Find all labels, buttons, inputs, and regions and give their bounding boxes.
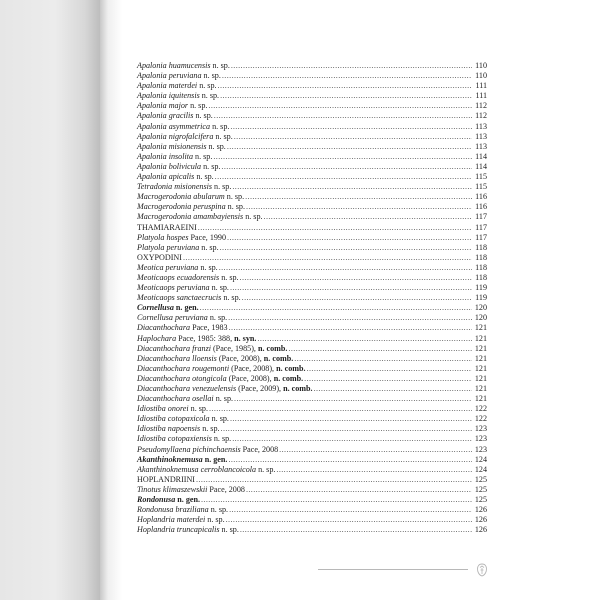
toc-entry-text: n. comb. [263, 353, 294, 363]
dot-leader [246, 485, 472, 495]
dot-leader [228, 455, 472, 465]
toc-entry-text: n. comb. [257, 343, 288, 353]
toc-entry-title [137, 162, 220, 172]
dot-leader [307, 364, 472, 374]
toc-entry-text: n. sp. [197, 81, 217, 91]
toc-entry-text: n. gen. [202, 454, 228, 464]
toc-entry-title [137, 142, 226, 152]
dot-leader [288, 344, 472, 354]
toc-entry-title [137, 323, 228, 333]
dot-leader [230, 414, 472, 424]
dot-leader [279, 445, 472, 455]
toc-entry-text: Akanthinoknemusa [137, 454, 203, 464]
toc-page-number: 114 [475, 161, 487, 171]
toc-entry [137, 414, 487, 424]
toc-entry [137, 485, 487, 495]
toc-entry [137, 212, 487, 222]
toc-entry-text: (Pace, 2008), [229, 363, 277, 373]
toc-entry [137, 263, 487, 273]
toc-entry-text: Pace, 2008 [207, 484, 245, 494]
toc-entry-text: n. sp. [213, 394, 234, 404]
dot-leader [183, 253, 472, 263]
toc-entry-text: Platyola peruviana [137, 242, 200, 252]
toc-entry-text: Hoplandria materdei [137, 515, 206, 525]
toc-entry [137, 111, 487, 121]
toc-entry-title [137, 111, 213, 121]
dot-leader [294, 354, 472, 364]
toc-entry-title [137, 334, 256, 344]
toc-entry-text: Apalonia huamucensis [137, 61, 211, 70]
toc-entry [137, 364, 487, 374]
toc-page-number: 115 [475, 182, 487, 192]
dot-leader [264, 212, 472, 222]
toc-entry-text: n. comb. [283, 384, 313, 393]
toc-entry-text: n. sp. [224, 192, 245, 202]
toc-entry [137, 424, 487, 434]
toc-page-number: 113 [475, 141, 487, 151]
dot-leader [232, 182, 472, 192]
dot-leader [222, 71, 472, 81]
toc-page-number: 120 [474, 303, 487, 313]
toc-entry-title [137, 434, 231, 444]
toc-entry [137, 455, 487, 465]
dot-leader [209, 404, 472, 414]
dot-leader [221, 162, 472, 172]
toc-entry-title [137, 71, 221, 81]
toc-entry-text: n. sp. [194, 172, 214, 182]
toc-entry-text: n. sp. [199, 242, 219, 252]
toc-page-number: 112 [475, 101, 487, 111]
toc-entry-text: Apalonia nigrofalcifera [137, 131, 214, 141]
toc-page-number: 126 [474, 525, 487, 535]
dot-leader [196, 475, 472, 485]
toc-entry-title [137, 81, 217, 91]
toc-entry [137, 303, 487, 313]
toc-entry-text: Idiostiba cotopaxicola [137, 414, 210, 424]
toc-entry-title [137, 233, 226, 243]
toc-page-number: 117 [475, 212, 487, 222]
dot-leader [232, 434, 472, 444]
toc-entry-text: n. sp. [211, 434, 232, 444]
toc-page-number: 126 [474, 505, 487, 515]
toc-page-number: 121 [474, 373, 487, 383]
toc-page-number: 121 [474, 353, 487, 363]
toc-entry-text: (Pace, 1985), [210, 343, 258, 353]
toc-entry-title [137, 485, 245, 495]
toc-entry-text: n. sp. [200, 424, 220, 434]
dot-leader [276, 465, 472, 475]
toc-entry [137, 142, 487, 152]
toc-entry-title [137, 525, 239, 535]
toc-entry-title [137, 404, 208, 414]
toc-entry-title [137, 243, 219, 253]
toc-entry-title [137, 515, 225, 525]
dot-leader [304, 374, 472, 384]
toc-entry-text: Platyola hospes [137, 232, 189, 242]
dot-leader [213, 152, 472, 162]
dot-leader [245, 192, 472, 202]
toc-entry-text: Diacanthochara otongicola [137, 373, 227, 383]
toc-entry [137, 505, 487, 515]
toc-entry-text: n. gen. [175, 495, 200, 505]
toc-entry-text: n. sp. [193, 111, 213, 121]
dot-leader [227, 142, 472, 152]
toc-entry-title [137, 283, 229, 293]
toc-entry-text: n. sp. [212, 182, 232, 192]
toc-entry-title [137, 212, 263, 222]
toc-entry-text: n. sp. [256, 464, 276, 474]
toc-entry [137, 374, 487, 384]
toc-page-number: 115 [475, 172, 487, 182]
toc-page-number: 118 [475, 272, 487, 282]
toc-entry-text: Apalonia misionensis [137, 141, 207, 151]
toc-entry-text: n. sp. [209, 283, 229, 293]
dot-leader [200, 303, 472, 313]
toc-entry [137, 192, 487, 202]
toc-entry [137, 71, 487, 81]
toc-page-number: 116 [475, 202, 487, 212]
footer-rule [318, 569, 468, 570]
toc-entry-title [137, 152, 212, 162]
toc-page-number: 118 [475, 262, 487, 272]
toc-entry-text: Apalonia boliviculа [137, 161, 202, 171]
toc-entry [137, 323, 487, 333]
toc-entry-text: n. sp. [208, 505, 229, 515]
toc-page-number: 125 [474, 474, 487, 484]
toc-page-number: 113 [475, 131, 487, 141]
toc-entry-title [137, 344, 287, 354]
toc-entry-text: Apalonia asymmetrica [137, 121, 211, 131]
toc-entry-title [137, 122, 229, 132]
toc-entry [137, 233, 487, 243]
toc-entry-title [137, 182, 231, 192]
toc-entry-text: n. sp. [199, 91, 220, 101]
toc-entry-text: Meotica peruviana [137, 262, 199, 272]
toc-entry-text: n. sp. [188, 101, 208, 111]
toc-entry [137, 243, 487, 253]
toc-page-number: 122 [474, 404, 487, 414]
toc-page-number: 118 [475, 252, 487, 262]
toc-entry [137, 101, 487, 111]
toc-page-number: 121 [474, 394, 487, 404]
toc-entry-title [137, 253, 182, 263]
toc-page-number: 111 [475, 81, 487, 91]
dot-leader [220, 91, 472, 101]
toc-entry-text: n. sp. [205, 515, 225, 525]
toc-entry-text: Macrogerodonia abularum [137, 192, 225, 202]
toc-entry-text: n. sp. [201, 161, 221, 171]
toc-entry-title [137, 202, 245, 212]
toc-entry [137, 394, 487, 404]
dot-leader [257, 334, 472, 344]
toc-entry-text: Rondonusa braziliana [137, 505, 209, 515]
toc-page-number: 123 [474, 424, 487, 434]
toc-entry [137, 293, 487, 303]
toc-page-number: 121 [474, 343, 487, 353]
toc-entry-text: Apalonia major [137, 101, 189, 111]
toc-entry-text: Idiostiba napoensis [137, 424, 201, 434]
dot-leader [314, 384, 472, 394]
toc-entry-text: Haplochara [137, 333, 177, 343]
toc-entry-text: n. sp. [219, 525, 239, 535]
dot-leader [246, 202, 472, 212]
toc-entry-text: Tetradonia misionensis [137, 182, 213, 192]
toc-entry-text: n. sp. [207, 313, 228, 323]
toc-page-number: 122 [474, 414, 487, 424]
dot-leader [230, 283, 472, 293]
toc-entry-title [137, 263, 218, 273]
toc-page-number: 120 [474, 313, 487, 323]
toc-entry [137, 334, 487, 344]
toc-entry [137, 202, 487, 212]
toc-entry-title [137, 313, 227, 323]
toc-entry-text: Pace, 1983 [190, 323, 228, 333]
toc-entry-title [137, 354, 293, 364]
dot-leader [219, 263, 472, 273]
toc-page-number: 118 [475, 242, 487, 252]
toc-entry-text: n. sp. [201, 71, 221, 81]
toc-page-number: 111 [475, 91, 487, 101]
book-gutter-shadow [0, 0, 100, 600]
toc-entry-title [137, 192, 244, 202]
toc-entry-title [137, 223, 197, 233]
toc-entry-text: (Pace, 2008), [216, 353, 264, 363]
toc-entry [137, 404, 487, 414]
toc-page-number: 119 [475, 283, 487, 293]
dot-leader [231, 61, 472, 71]
toc-entry-text: n. sp. [206, 141, 226, 151]
toc-entry-title [137, 101, 207, 111]
toc-entry-text: Macrogerodonia peruspina [137, 202, 226, 212]
toc-entry [137, 525, 487, 535]
toc-entry [137, 223, 487, 233]
dot-leader [226, 515, 472, 525]
toc-page-number: 116 [475, 192, 487, 202]
toc-entry-text: n. sp. [193, 151, 213, 161]
toc-entry-title [137, 374, 303, 384]
toc-entry-text: (Pace, 2009), [236, 384, 284, 393]
toc-page-number: 110 [475, 71, 487, 81]
publisher-logo-icon [476, 563, 488, 577]
toc-entry-text: Diacanthochara venezuelensis [137, 384, 237, 393]
toc-entry-text: OXYPODINI [137, 252, 182, 262]
toc-entry-text: Hoplandria truncapicalis [137, 525, 220, 535]
toc-entry-text: Pace, 1990 [188, 232, 227, 242]
toc-entry-text: n. sp. [243, 212, 263, 222]
toc-entry-title [137, 61, 230, 71]
toc-entry-title [137, 273, 239, 283]
dot-leader [215, 172, 472, 182]
toc-entry-text: n. sp. [210, 121, 230, 131]
toc-entry-title [137, 293, 241, 303]
dot-leader [218, 81, 472, 91]
toc-entry-text: Diacanthochara rougemonti [137, 363, 230, 373]
toc-page-number: 113 [475, 121, 487, 131]
toc-page-number: 110 [475, 61, 487, 70]
dot-leader [220, 243, 472, 253]
toc-entry-text: Idiostiba cotopaxiensis [137, 434, 212, 444]
toc-entry-text: Cornellusa peruviana [137, 313, 208, 323]
toc-entry-title [137, 132, 233, 142]
toc-entry-title [137, 505, 228, 515]
toc-page-number: 117 [475, 222, 487, 232]
toc-entry-text: n. sp. [213, 131, 233, 141]
toc-page-number: 124 [474, 464, 487, 474]
toc-entry-text: Diacanthochara osellai [137, 394, 214, 404]
toc-entry-text: (Pace, 2008), [226, 373, 274, 383]
toc-entry-text: Meoticaops sanctaecrucis [137, 293, 222, 303]
toc-entry-title [137, 475, 195, 485]
toc-entry [137, 515, 487, 525]
toc-entry [137, 445, 487, 455]
toc-entry-text: Pseudomyllaena pichinchaensis [137, 444, 241, 454]
dot-leader [242, 293, 472, 303]
toc-entry-title [137, 465, 275, 475]
toc-entry [137, 172, 487, 182]
toc-entry-text: Diacanthochara lloensis [137, 353, 217, 363]
dot-leader [227, 233, 472, 243]
toc-page-number: 114 [475, 151, 487, 161]
toc-entry [137, 253, 487, 263]
toc-entry-text: Apalonia iquitensis [137, 91, 200, 101]
dot-leader [230, 122, 472, 132]
toc-page-number: 117 [475, 232, 487, 242]
toc-entry-text: n. sp. [188, 404, 208, 414]
toc-entry-title [137, 455, 227, 465]
toc-entry [137, 91, 487, 101]
toc-entry-text: n. syn. [234, 333, 257, 343]
toc-entry-text: HOPLANDRIINI [137, 474, 195, 484]
table-of-contents [137, 61, 487, 535]
toc-entry-text: Apalonia insolita [137, 151, 193, 161]
toc-page-number: 112 [475, 111, 487, 121]
dot-leader [208, 101, 472, 111]
dot-leader [221, 424, 472, 434]
toc-entry-title [137, 445, 278, 455]
toc-entry [137, 283, 487, 293]
toc-page-number: 121 [474, 333, 487, 343]
dot-leader [198, 223, 472, 233]
dot-leader [228, 313, 472, 323]
toc-entry [137, 162, 487, 172]
dot-leader [234, 132, 472, 142]
toc-entry-text: THAMIARAEINI [137, 222, 197, 232]
toc-entry-text: Apalonia materdei [137, 81, 198, 91]
toc-entry-title [137, 172, 214, 182]
toc-page-number: 125 [474, 484, 487, 494]
toc-entry [137, 354, 487, 364]
toc-page-number: 123 [474, 444, 487, 454]
toc-entry-text: Macrogerodonia amambayiensis [137, 212, 244, 222]
toc-page-number: 124 [474, 454, 487, 464]
toc-entry-text: n. sp. [209, 414, 229, 424]
toc-entry-text: Apalonia gracilis [137, 111, 194, 121]
toc-entry [137, 313, 487, 323]
toc-entry-text: n. sp. [210, 61, 230, 70]
toc-entry-text: Cornellusa [137, 303, 174, 313]
toc-page-number: 121 [474, 323, 487, 333]
toc-entry [137, 384, 487, 394]
toc-page-number: 121 [474, 384, 487, 393]
toc-entry-text: Apalonia apicalis [137, 172, 195, 182]
toc-entry [137, 465, 487, 475]
toc-entry-title [137, 394, 233, 404]
toc-page-number: 123 [474, 434, 487, 444]
toc-entry-text: n. sp. [198, 262, 218, 272]
toc-entry [137, 81, 487, 91]
toc-entry-text: Idiostiba onorei [137, 404, 189, 414]
toc-entry-title [137, 495, 200, 505]
dot-leader [201, 495, 472, 505]
dot-leader [214, 111, 472, 121]
toc-entry-title [137, 303, 199, 313]
toc-entry [137, 132, 487, 142]
toc-entry-text: Rondonusa [137, 495, 176, 505]
toc-page-number: 121 [474, 363, 487, 373]
dot-leader [229, 505, 472, 515]
toc-entry [137, 61, 487, 71]
toc-entry [137, 475, 487, 485]
toc-entry-title [137, 384, 313, 394]
toc-entry [137, 122, 487, 132]
toc-entry-title [137, 364, 306, 374]
toc-page-number: 126 [474, 515, 487, 525]
toc-entry-text: n. sp. [221, 293, 241, 303]
dot-leader [240, 525, 472, 535]
toc-entry-text: Pace, 1985: 388, [176, 333, 235, 343]
toc-entry [137, 434, 487, 444]
toc-entry [137, 344, 487, 354]
toc-page-number: 119 [475, 293, 487, 303]
toc-entry-text: Tinotus klimaszewskii [137, 484, 208, 494]
toc-entry-text: n. sp. [219, 272, 239, 282]
toc-entry-text: Akanthinoknemusa cerroblancoicola [137, 464, 257, 474]
dot-leader [234, 394, 472, 404]
toc-entry-text: Apalonia peruviana [137, 71, 202, 81]
toc-entry-text: n. comb. [276, 363, 306, 373]
dot-leader [240, 273, 472, 283]
toc-entry-text: Diacanthochara franzi [137, 343, 211, 353]
toc-page-number: 125 [474, 495, 487, 505]
toc-entry [137, 273, 487, 283]
toc-entry-text: Meoticaops ecuadorensis [137, 272, 220, 282]
toc-entry-text: Pace, 2008 [240, 444, 279, 454]
toc-entry-text: n. gen. [173, 303, 199, 313]
toc-entry-title [137, 424, 220, 434]
toc-entry-title [137, 414, 229, 424]
toc-entry-text: Diacanthochara [137, 323, 191, 333]
dot-leader [229, 323, 472, 333]
toc-entry-text: n. sp. [225, 202, 245, 212]
toc-entry [137, 182, 487, 192]
toc-entry-title [137, 91, 219, 101]
toc-entry-text: n. comb. [273, 373, 304, 383]
toc-entry [137, 495, 487, 505]
toc-entry-text: Meoticaops peruviana [137, 283, 210, 293]
toc-entry [137, 152, 487, 162]
